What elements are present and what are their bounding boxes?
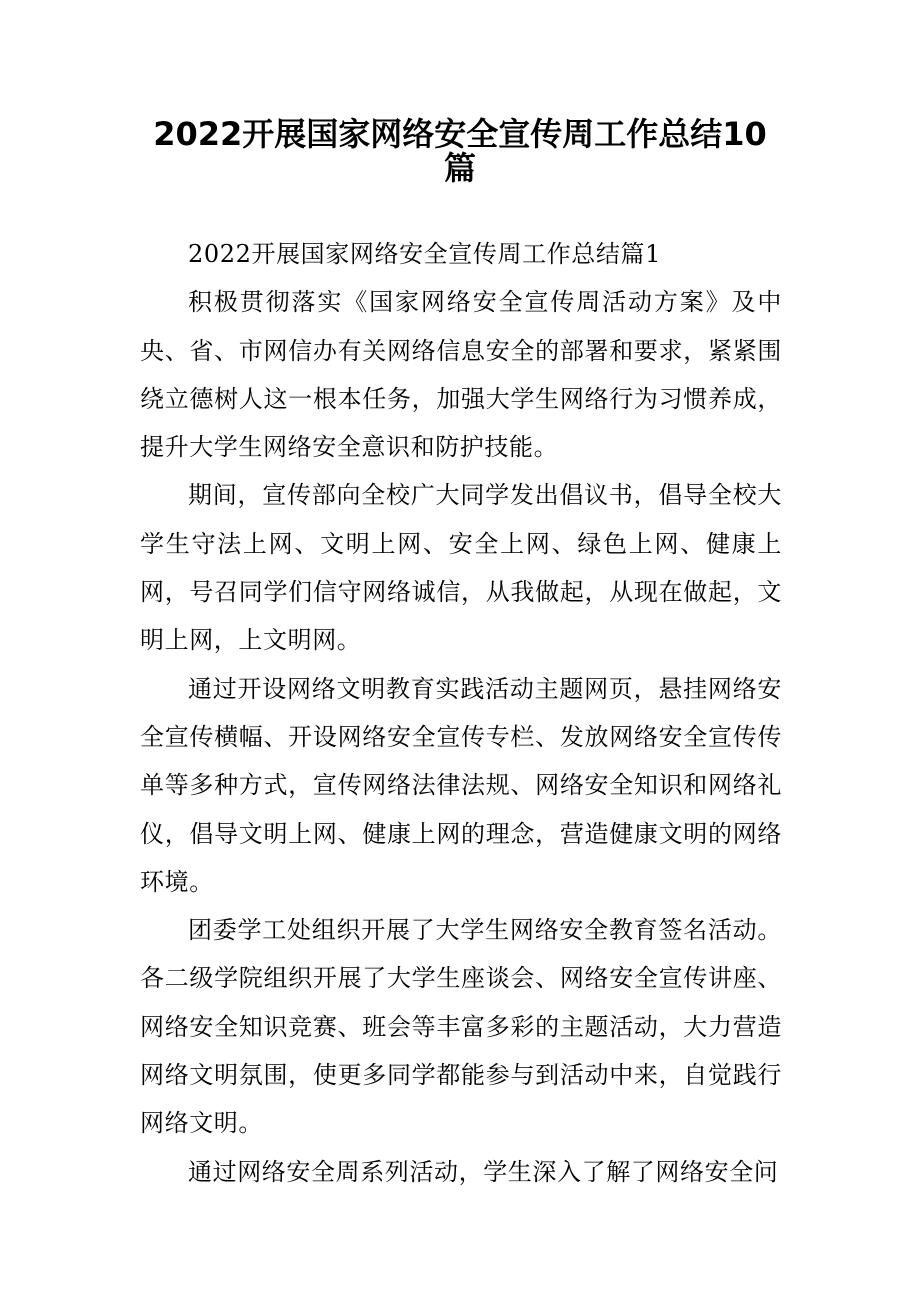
paragraph-2: 期间，宣传部向全校广大同学发出倡议书，倡导全校大学生守法上网、文明上网、安全上网、绿色上网、健康上网，号召同学们信守网络诚信，从我做起，从现在做起，文明上网，上文明网。 [140, 481, 782, 655]
paragraph-1: 积极贯彻落实《国家网络安全宣传周活动方案》及中央、省、市网信办有关网络信息安全的部署和要求，紧紧围绕立德树人这一根本任务，加强大学生网络行为习惯养成，提升大学生网络安全意识和防护技能。 [140, 288, 782, 462]
paragraph-5: 通过网络安全周系列活动，学生深入了解了网络安全问 [188, 1157, 779, 1186]
document-title-line-2: 篇 [443, 149, 476, 187]
paragraph-4: 团委学工处组织开展了大学生网络安全教育签名活动。各二级学院组织开展了大学生座谈会、网络安全宣传讲座、网络安全知识竞赛、班会等丰富多彩的主题活动，大力营造网络文明氛围，使更多同学都能参与到活动中来，自觉践行网络文明。 [140, 916, 782, 1138]
section-heading: 2022开展国家网络安全宣传周工作总结篇1 [188, 240, 661, 268]
paragraph-3: 通过开设网络文明教育实践活动主题网页，悬挂网络安全宣传横幅、开设网络安全宣传专栏、发放网络安全宣传传单等多种方式，宣传网络法律法规、网络安全知识和网络礼仪，倡导文明上网、健康上网的理念，营造健康文明的网络环境。 [140, 674, 782, 896]
document-title-line-1: 2022开展国家网络安全宣传周工作总结10 [153, 115, 767, 153]
document-body [140, 230, 782, 1196]
